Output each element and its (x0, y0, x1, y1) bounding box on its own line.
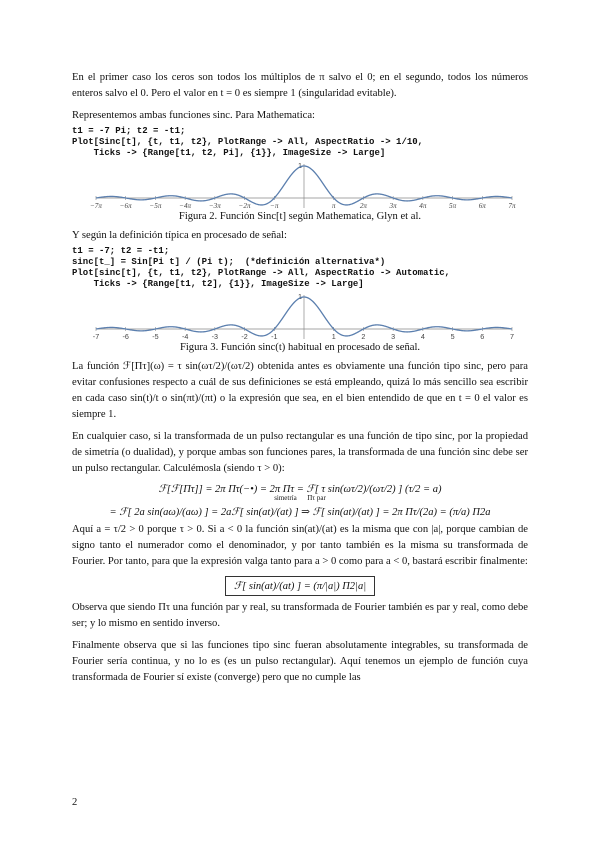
x-tick-label: 4 (420, 332, 425, 341)
x-tick-label: 2 (361, 332, 366, 341)
equation-final-boxed: ℱ[ sin(at)/(at) ] = (π/|a|) Π2|a| (225, 576, 375, 596)
x-tick-label: 5 (450, 332, 455, 341)
x-tick-label: 6π (478, 202, 486, 210)
paragraph-signal-intro: Y según la definición típica en procesado de señal: (72, 230, 287, 241)
x-tick-label: -6 (122, 332, 129, 341)
x-tick-label: −4π (179, 202, 192, 210)
x-tick-label: −7π (89, 202, 103, 210)
x-tick-label: 7 (510, 332, 514, 341)
x-tick-label: 6 (480, 332, 485, 341)
x-tick-label: 4π (419, 202, 427, 210)
figure-sinc-mathematica (72, 160, 528, 210)
x-tick-label: 2π (359, 202, 368, 210)
x-tick-label: -7 (92, 332, 100, 341)
equation-sub-par: Πτ par (307, 494, 326, 502)
paragraph-negative-a: Aquí a = τ/2 > 0 porque τ > 0. Si a < 0 la función sin(at)/(at) es la misma que con |a|, porque cambian de signo tanto el numerador como el denominador, y por tanto también es la misma su transformada de Fourier. Por tanto, para que la expresión valga tanto para a > 0 como para a < 0, bastará escribir finalmente: (72, 524, 528, 567)
y-tick-label: 1 (298, 161, 302, 170)
x-tick-label: 5π (448, 202, 457, 210)
x-tick-label: -3 (211, 332, 219, 341)
paragraph-zeros: En el primer caso los ceros son todos los múltiplos de π salvo el 0; en el segundo, todos los números enteros salvo el 0. Pero el valor en t = 0 es siempre 1 (singularidad evitable). (72, 72, 528, 99)
code-block-signal: t1 = -7; t2 = -t1; sinc[t_] = Sin[Pi t] / (Pi t); (*definición alternativa*) Plot[sinc[t], {t, t1, t2}, PlotRange -> All, AspectRatio -> Automatic, Ticks -> {Range[t1, t2], {1}}, ImageSize -> Large] (72, 246, 451, 289)
x-tick-label: -4 (181, 332, 189, 341)
equation-symmetry-text: ℱ[ℱ[Πτ]] = 2π Πτ(−•) = 2π Πτ = ℱ[ τ sin(ωτ/2)/(ωτ/2) ] (τ/2 = a) (158, 484, 442, 495)
y-tick-label: 1 (298, 292, 302, 301)
equation-symmetry (72, 483, 528, 502)
x-tick-label: 3 (391, 332, 396, 341)
sinc-mathematica-plot (72, 160, 528, 210)
figure-3-caption: Figura 3. Función sinc(t) habitual en procesado de señal. (179, 342, 421, 353)
paragraph-integrability: Finalmente observa que si las funciones tipo sinc fueran absolutamente integrables, su transformada de Fourier sería continua, y no lo es (es un pulso rectangular). Aquí tenemos un ejemplo de función cuya transformada de Fourier sí existe (converge) pero que no cumple las (72, 640, 528, 683)
x-tick-label: −3π (208, 202, 221, 210)
x-tick-label: π (331, 202, 336, 210)
x-tick-label: −5π (149, 202, 162, 210)
x-tick-label: −2π (238, 202, 251, 210)
page-number: 2 (72, 797, 78, 808)
paragraph-even-real: Observa que siendo Πτ una función par y real, su transformada de Fourier también es par y real, como debe ser; y lo mismo en sentido inverso. (72, 602, 528, 629)
equation-sub-simetria: simetría (274, 494, 297, 502)
page-body (72, 70, 528, 692)
x-tick-label: −π (270, 202, 279, 210)
code-block-mathematica: t1 = -7 Pi; t2 = -t1; Plot[Sinc[t], {t, t1, t2}, PlotRange -> All, AspectRatio -> 1/10, Ticks -> {Range[t1, t2, Pi], {1}}, ImageSize -> Large] (72, 126, 424, 158)
paragraph-symmetry: En cualquier caso, si la transformada de un pulso rectangular es una función de tipo sinc, por la propiedad de simetría (o dualidad), y porque ambas son funciones pares, la transformada de una función sinc debe ser un pulso rectangular. Calculémosla (siendo τ > 0): (72, 431, 528, 474)
equation-final-container (72, 576, 528, 596)
x-tick-label: -5 (152, 332, 159, 341)
paragraph-mathematica-intro: Representemos ambas funciones sinc. Para Mathematica: (72, 110, 315, 121)
x-tick-label: 7π (508, 202, 516, 210)
equation-derivation: = ℱ[ 2a sin(aω)/(aω) ] = 2aℱ[ sin(at)/(at) ] ⇒ ℱ[ sin(at)/(at) ] = 2π Πτ/(2a) = (π/a) Π2a (109, 507, 491, 518)
figure-sinc-signal (72, 291, 528, 341)
x-tick-label: -2 (241, 332, 248, 341)
x-tick-label: 3π (389, 202, 397, 210)
x-tick-label: -1 (271, 332, 278, 341)
x-tick-label: −6π (119, 202, 132, 210)
figure-2-caption: Figura 2. Función Sinc[t] según Mathematica, Glyn et al. (178, 211, 422, 222)
paragraph-function-definition: La función ℱ[Πτ](ω) = τ sin(ωτ/2)/(ωτ/2) obtenida antes es obviamente una función tipo sinc, pero para evitar confusiones respecto a cuál de sus definiciones se está empleando, quizá lo más sencillo sea escribir en cada caso sin(t)/t o sin(πt)/(πt) o la expresión que sea, en el bien entendido de que en t = 0 el valor es siempre 1. (72, 361, 528, 420)
sinc-signal-plot (72, 291, 528, 341)
x-tick-label: 1 (331, 332, 336, 341)
